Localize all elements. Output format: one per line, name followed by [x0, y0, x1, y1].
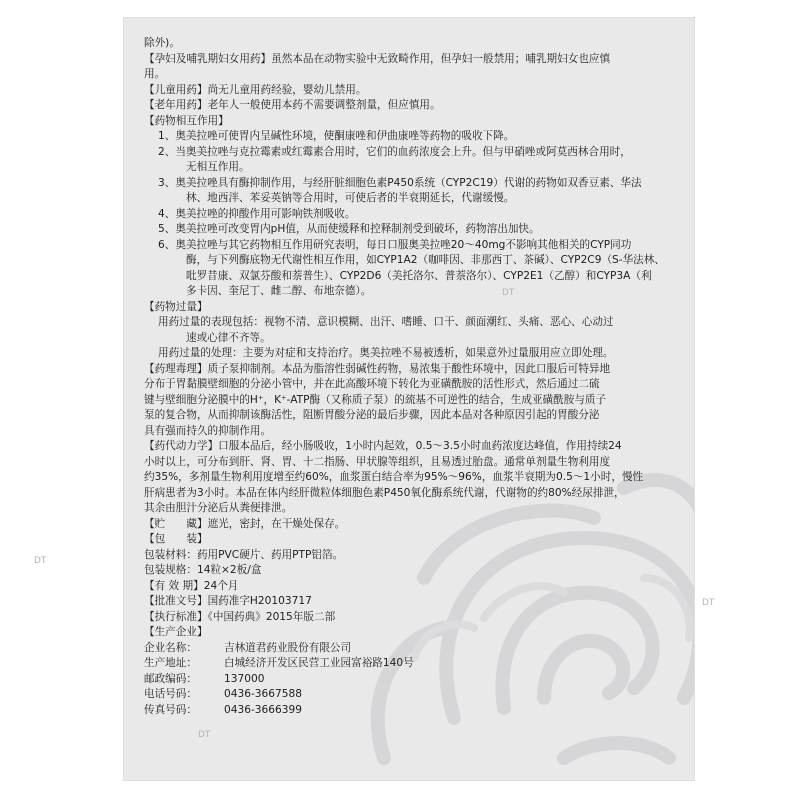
- address-label: 生产地址：: [144, 657, 197, 669]
- toxicology-text-2: 分布于胃黏膜壁细胞的分泌小管中，并在此高酸环境下转化为亚磺酰胺的活性形式，然后通过二硫: [144, 378, 600, 390]
- section-toxicology: 【药理毒理】质子泵抑制剂。本品为脂溶性弱碱性药物，易浓集于酸性环境中，因此口服后可特异地 分布于胃黏膜壁细胞的分泌小管中，并在此高酸环境下转化为亚磺酰胺的活性形式，然后通过二硫 键与壁细胞分泌膜中的H⁺，K⁺-ATP酶（又称质子泵）的巯基不可逆性的结合，生成亚磺酰胺与质子 泵的复合物，从而抑制该酶活性，阻断胃酸分泌的最后步骤，因此本品对各种原因引起的胃酸分泌 具有强而持久的抑制作用。: [144, 362, 680, 440]
- packaging-material: 包装材料：药用PVC硬片、药用PTP铝箔。: [144, 548, 344, 561]
- pharmacokinetics-text-5: 其余由胆汁分泌后从粪便排泄。: [144, 502, 293, 514]
- approval-text: 国药准字H20103717: [207, 595, 312, 607]
- section-manufacturer: 【生产企业】 企业名称： 吉林道君药业股份有限公司 生产地址： 白城经济开发区民营工业园富裕路140号 邮政编码： 137000 电话号码： 0436-3667588 传真号码： 0436-3666399: [144, 625, 680, 718]
- pregnancy-text-1: 虽然本品在动物实验中无致畸作用，但孕妇一般禁用；哺乳期妇女也应慎: [271, 52, 611, 65]
- toxicology-text-1: 质子泵抑制剂。本品为脂溶性弱碱性药物，易浓集于酸性环境中，因此口服后可特异地: [207, 362, 611, 375]
- section-standard: 【执行标准】《中国药典》2015年版二部: [144, 610, 336, 623]
- heading-children: 儿童用药: [154, 83, 197, 96]
- section-approval: 【批准文号】国药准字H20103717: [144, 595, 312, 607]
- toxicology-text-5: 具有强而持久的抑制作用。: [144, 424, 272, 437]
- children-text: 尚无儿童用药经验，婴幼儿禁用。: [207, 83, 367, 96]
- heading-validity: 有 效 期: [154, 579, 194, 592]
- watermark-dt: DT: [198, 730, 211, 740]
- interaction-item-5: 5、奥美拉唑可改变胃内pH值，从而使缓释和控释制剂受到破坏，药物溶出加快。: [158, 223, 540, 235]
- validity-text: 24个月: [203, 579, 239, 592]
- watermark-dt: DT: [702, 598, 715, 608]
- zip-code: 137000: [224, 672, 265, 685]
- section-pregnancy: 【孕妇及哺乳期妇女用药】虽然本品在动物实验中无致畸作用，但孕妇一般禁用；哺乳期妇女也应慎 用。: [144, 52, 680, 83]
- interaction-item-3-cont: 林、地西泮、苯妥英钠等合用时，可使后者的半衰期延长，代谢缓慢。: [186, 192, 515, 204]
- pharmacokinetics-text-2: 小时以上，可分布到肝、肾、胃、十二指肠、甲状腺等组织，且易透过胎盘。通常单剂量生物利用度: [144, 455, 611, 468]
- heading-approval: 批准文号: [154, 595, 197, 607]
- pharmacokinetics-text-3: 约35%，多剂量生物利用度增至约60%，血浆蛋白结合率为95%～96%，血浆半衰期为0.5～1小时，慢性: [144, 471, 644, 483]
- fax-number: 0436-3666399: [224, 703, 302, 716]
- intro-line: 除外)。: [144, 37, 180, 49]
- section-elderly: 【老年用药】老年人一般使用本药不需要调整剂量，但应慎用。: [144, 99, 441, 111]
- interaction-item-6-cont-1: 酶，与下列酶底物无代谢性相互作用，如CYP1A2（咖啡因、非那西丁、茶碱）、CYP2C9（S-华法林、: [186, 254, 665, 266]
- section-interactions: 【药物相互作用】 1、奥美拉唑可使胃内呈碱性环境，使酮康唑和伊曲康唑等药物的吸收下降。 2、当奥美拉唑与克拉霉素或红霉素合用时，它们的血药浓度会上升。但与甲硝唑或阿莫西林合用时， 无相互作用。 3、奥美拉唑具有酶抑制作用，与经肝脏细胞色素P450系统（CYP2C19）代谢的药物如双香豆素、华法 林、地西泮、苯妥英钠等合用时，可使后者的半衰期延长，代谢缓慢。 4、奥美拉唑的抑酸作用可影响铁剂吸收。 5、奥美拉唑可改变胃内pH值，从而使缓释和控释制剂受到破坏，药物溶出加快。 6、奥美拉唑与其它药物相互作用研究表明，每日口服奥美拉唑20～40mg不影响其他相关的CYP同功 酶，与下列酶底物无代谢性相互作用，如CYP1A2（咖啡因、非那西丁、茶碱）、CYP2C9（S-华法林、 吡罗昔康、双氯芬酸和萘普生）、CYP2D6（美托洛尔、普萘洛尔）、CYP2E1（乙醇）和CYP3A（利 多卡因、奎尼丁、雌二醇、布地奈德）。: [144, 114, 680, 300]
- interaction-item-4: 4、奥美拉唑的抑酸作用可影响铁剂吸收。: [158, 207, 356, 220]
- heading-storage: 贮 藏: [154, 517, 197, 530]
- heading-pharmacokinetics: 药代动力学: [154, 440, 208, 452]
- toxicology-text-4: 泵的复合物，从而抑制该酶活性，阻断胃酸分泌的最后步骤，因此本品对各种原因引起的胃酸分泌: [144, 409, 600, 421]
- leaflet-text: [144, 36, 680, 718]
- heading-toxicology: 药理毒理: [154, 362, 197, 375]
- zip-label: 邮政编码：: [144, 672, 197, 685]
- heading-manufacturer: 生产企业: [154, 626, 197, 638]
- watermark-dt: DT: [34, 556, 47, 566]
- overdose-treatment: 用药过量的处理：主要为对症和支持治疗。奥美拉唑不易被透析，如果意外过量服用应立即处理。: [158, 347, 614, 359]
- company-name-label: 企业名称：: [144, 641, 197, 654]
- toxicology-text-3: 键与壁细胞分泌膜中的H⁺，K⁺-ATP酶（又称质子泵）的巯基不可逆性的结合，生成亚磺酰胺与质子: [144, 393, 607, 406]
- company-name: 吉林道君药业股份有限公司: [224, 641, 352, 654]
- heading-interactions: 药物相互作用: [154, 114, 219, 127]
- section-children: 【儿童用药】尚无儿童用药经验，婴幼儿禁用。: [144, 83, 367, 96]
- pharmacokinetics-text-4: 肝病患者为3小时。本品在体内经肝微粒体细胞色素P450氧化酶系统代谢，代谢物的约80%经尿排泄，: [144, 486, 625, 499]
- elderly-text: 老年人一般使用本药不需要调整剂量，但应慎用。: [207, 99, 441, 111]
- overdose-symptoms-cont: 速或心律不齐等。: [186, 331, 271, 344]
- section-pharmacokinetics: 【药代动力学】口服本品后，经小肠吸收，1小时内起效，0.5～3.5小时血药浓度达峰值，作用持续24 小时以上，可分布到肝、肾、胃、十二指肠、甲状腺等组织，且易透过胎盘。通常单剂量生物利用度 约35%，多剂量生物利用度增至约60%，血浆蛋白结合率为95%～96%，血浆半衰期为0.5～1小时，慢性 肝病患者为3小时。本品在体内经肝微粒体细胞色素P450氧化酶系统代谢，代谢物的约80%经尿排泄， 其余由胆汁分泌后从粪便排泄。: [144, 439, 680, 517]
- leaflet-page: [124, 18, 694, 780]
- section-validity: 【有 效 期】24个月: [144, 579, 239, 592]
- interaction-item-1: 1、奥美拉唑可使胃内呈碱性环境，使酮康唑和伊曲康唑等药物的吸收下降。: [158, 130, 515, 142]
- overdose-symptoms: 用药过量的表现包括：视物不清、意识模糊、出汗、嗜睡、口干、颜面潮红、头痛、恶心、心动过: [158, 316, 614, 328]
- heading-overdose: 药物过量: [154, 300, 197, 313]
- section-overdose: 【药物过量】 用药过量的表现包括：视物不清、意识模糊、出汗、嗜睡、口干、颜面潮红、头痛、恶心、心动过 速或心律不齐等。 用药过量的处理：主要为对症和支持治疗。奥美拉唑不易被透析，如果意外过量服用应立即处理。: [144, 300, 680, 362]
- interaction-item-6-cont-2: 吡罗昔康、双氯芬酸和萘普生）、CYP2D6（美托洛尔、普萘洛尔）、CYP2E1（乙醇）和CYP3A（利: [186, 269, 652, 282]
- fax-label: 传真号码：: [144, 703, 197, 716]
- phone-label: 电话号码：: [144, 688, 197, 700]
- packaging-spec: 包装规格：14粒×2板/盒: [144, 564, 262, 576]
- watermark-dt: DT: [502, 288, 515, 298]
- heading-pregnancy: 孕妇及哺乳期妇女用药: [154, 52, 261, 65]
- section-storage: 【贮 藏】遮光，密封，在干燥处保存。: [144, 517, 346, 530]
- heading-packaging: 包 装: [154, 533, 197, 545]
- section-packaging: 【包 装】 包装材料：药用PVC硬片、药用PTP铝箔。 包装规格：14粒×2板/盒: [144, 532, 680, 579]
- interaction-item-6-cont-3: 多卡因、奎尼丁、雌二醇、布地奈德）。: [186, 285, 372, 297]
- standard-text: 《中国药典》2015年版二部: [207, 610, 336, 623]
- heading-elderly: 老年用药: [154, 99, 197, 111]
- pharmacokinetics-text-1: 口服本品后，经小肠吸收，1小时内起效，0.5～3.5小时血药浓度达峰值，作用持续24: [218, 440, 622, 452]
- interaction-item-2: 2、当奥美拉唑与克拉霉素或红霉素合用时，它们的血药浓度会上升。但与甲硝唑或阿莫西林合用时，: [158, 145, 631, 158]
- interaction-item-3: 3、奥美拉唑具有酶抑制作用，与经肝脏细胞色素P450系统（CYP2C19）代谢的药物如双香豆素、华法: [158, 176, 642, 189]
- storage-text: 遮光，密封，在干燥处保存。: [207, 517, 346, 530]
- phone-number: 0436-3667588: [224, 688, 302, 700]
- heading-standard: 执行标准: [154, 610, 197, 623]
- interaction-item-6: 6、奥美拉唑与其它药物相互作用研究表明，每日口服奥美拉唑20～40mg不影响其他相关的CYP同功: [158, 238, 632, 251]
- pregnancy-text-2: 用。: [144, 68, 166, 80]
- address: 白城经济开发区民营工业园富裕路140号: [224, 657, 414, 669]
- interaction-item-2-cont: 无相互作用。: [186, 161, 250, 173]
